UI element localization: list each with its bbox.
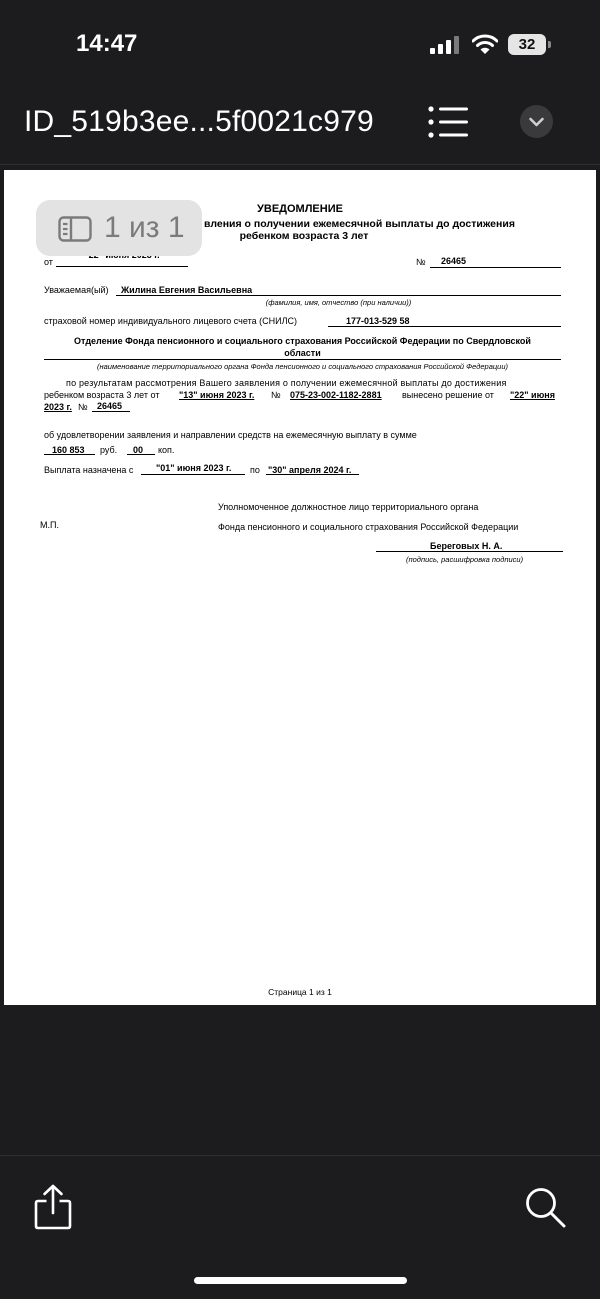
from-label: от [44, 257, 53, 267]
document-page[interactable] [4, 170, 596, 1005]
cellular-signal-icon [430, 36, 460, 54]
amount-rub: 160 853 [52, 445, 85, 455]
decision-date-part-2: 2023 г. [44, 402, 72, 412]
application-date: "13" июня 2023 г. [179, 390, 255, 400]
org-hint: (наименование территориального органа Фонда пенсионного и социального страхования Российской Федерации) [96, 362, 509, 371]
number-label: № [416, 257, 426, 267]
document-title: ID_519b3ee...5f0021c979 [24, 105, 374, 138]
body-line-2-start: ребенком возраста 3 лет от [44, 390, 160, 400]
from-underline [56, 266, 188, 267]
signer-name: Береговых Н. А. [430, 541, 503, 551]
decision-number-underline [92, 411, 130, 412]
battery-nub [548, 41, 551, 48]
period-to: "30" апреля 2024 г. [268, 465, 352, 475]
wifi-icon [472, 33, 498, 55]
recipient-hint: (фамилия, имя, отчество (при наличии)) [265, 298, 412, 307]
page-footer: Страница 1 из 1 [268, 987, 332, 997]
snils-underline [328, 326, 561, 327]
chevron-down-icon [520, 105, 553, 138]
title-bar [0, 88, 600, 165]
doc-subheading-1: вления о получении ежемесячной выплаты до достижения [204, 218, 515, 230]
decision-number: 26465 [97, 401, 123, 411]
doc-heading: УВЕДОМЛЕНИЕ [257, 203, 343, 215]
period-to-label: по [250, 465, 260, 475]
signature-underline [376, 551, 563, 552]
decision-number-label: № [78, 402, 88, 412]
home-indicator[interactable] [194, 1277, 407, 1284]
share-icon[interactable] [34, 1184, 72, 1230]
period-from: "01" июня 2023 г. [156, 463, 232, 473]
recipient-underline [116, 295, 561, 296]
stamp-label: М.П. [40, 520, 59, 530]
battery-indicator: 32 [508, 34, 546, 55]
bottom-toolbar [0, 1155, 600, 1299]
page-counter-badge[interactable] [36, 200, 202, 256]
search-icon[interactable] [524, 1186, 566, 1228]
period-label: Выплата назначена с [44, 465, 134, 475]
doc-subheading-2: ребенком возраста 3 лет [239, 230, 369, 242]
page-counter-text: 1 из 1 [104, 211, 185, 244]
application-number-label: № [271, 390, 281, 400]
decision-text: вынесено решение от [402, 390, 494, 400]
application-number: 075-23-002-1182-2881 [290, 390, 382, 400]
rub-label: руб. [100, 445, 118, 455]
satisfy-text: об удовлетворении заявления и направлении средств на ежемесячную выплату в сумме [44, 430, 417, 440]
period-from-underline [141, 474, 245, 475]
list-icon[interactable] [426, 104, 470, 140]
official-line-1: Уполномоченное должностное лицо территориального органа [218, 502, 479, 512]
sidebar-icon [58, 216, 92, 242]
status-time: 14:47 [76, 30, 138, 57]
status-bar [0, 0, 600, 88]
amount-kop: 00 [133, 445, 144, 455]
dear-label: Уважаемая(ый) [44, 285, 109, 295]
org-line-2: области [284, 348, 321, 358]
org-underline [44, 359, 561, 360]
number-underline [430, 267, 561, 268]
more-options-button[interactable] [520, 105, 553, 138]
official-line-2: Фонда пенсионного и социального страхования Российской Федерации [218, 522, 519, 532]
org-line-1: Отделение Фонда пенсионного и социального страхования Российской Федерации по Свердловской [74, 336, 531, 346]
kop-label: коп. [158, 445, 175, 455]
body-line-1: по результатам рассмотрения Вашего заявления о получении ежемесячной выплаты до достижения [66, 378, 507, 388]
number-value: 26465 [441, 256, 467, 266]
decision-date-part-1: "22" июня [510, 390, 555, 400]
recipient-name: Жилина Евгения Васильевна [121, 285, 253, 295]
snils-label: страховой номер индивидуального лицевого счета (СНИЛС) [44, 316, 297, 326]
snils-value: 177-013-529 58 [346, 316, 410, 326]
signer-hint: (подпись, расшифровка подписи) [406, 555, 524, 564]
